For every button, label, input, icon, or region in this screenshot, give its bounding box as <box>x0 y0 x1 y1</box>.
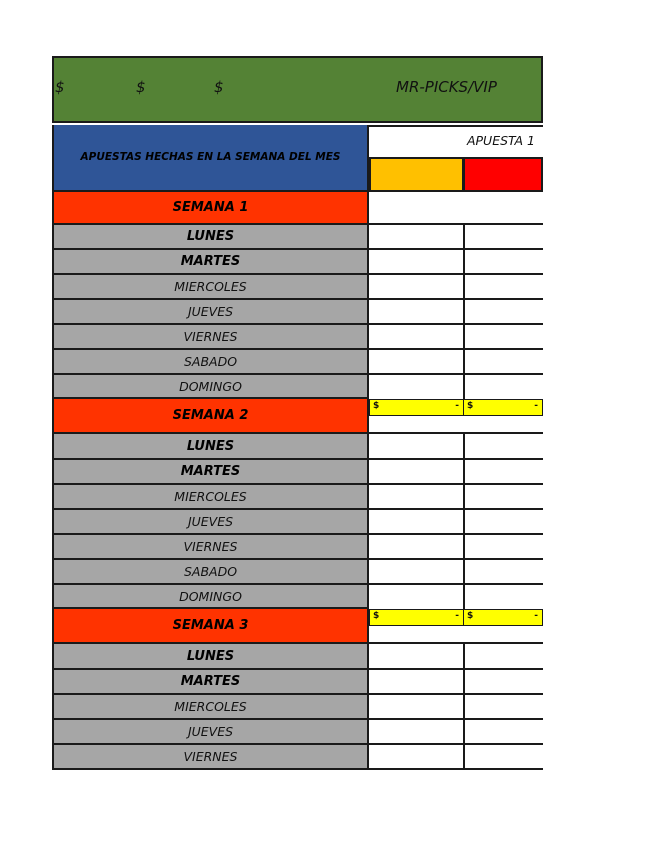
grid-line <box>369 768 543 770</box>
day-row: DOMINGO <box>52 585 369 609</box>
day-row: VIERNES <box>52 745 369 770</box>
currency-symbol: $ <box>467 401 474 411</box>
grid-line <box>369 508 543 510</box>
total-value: - <box>455 401 459 411</box>
grid-line <box>369 248 543 250</box>
currency-symbol: $ <box>373 401 380 411</box>
grid-line <box>369 373 543 375</box>
grid-line <box>369 668 543 670</box>
grid-line <box>369 348 543 350</box>
day-row: VIERNES <box>52 325 369 350</box>
total-cell[interactable] <box>369 609 464 626</box>
total-value: - <box>455 611 459 621</box>
day-row: LUNES <box>52 644 369 670</box>
day-row: MIERCOLES <box>52 275 369 300</box>
dollar-sign: $ <box>136 78 146 96</box>
grid-line <box>369 642 543 644</box>
brand-title: MR-PICKS/VIP <box>396 78 497 96</box>
currency-symbol: $ <box>373 611 380 621</box>
total-value: - <box>534 611 538 621</box>
day-row: SABADO <box>52 560 369 585</box>
grid-line <box>369 223 543 225</box>
day-row: MIERCOLES <box>52 695 369 720</box>
week-header: SEMANA 1 <box>52 192 369 225</box>
grid-line <box>369 718 543 720</box>
grid-line <box>369 743 543 745</box>
grid-line <box>369 458 543 460</box>
day-row: VIERNES <box>52 535 369 560</box>
day-row: LUNES <box>52 434 369 460</box>
bet-column-label: APUESTA 1 <box>369 125 543 157</box>
status-swatch-orange[interactable] <box>369 157 464 192</box>
grid-divider <box>463 432 465 609</box>
grid-line <box>369 483 543 485</box>
day-row: DOMINGO <box>52 375 369 399</box>
currency-symbol: $ <box>467 611 474 621</box>
dollar-sign: $ <box>214 78 224 96</box>
week-header: SEMANA 2 <box>52 399 369 434</box>
grid-line <box>369 693 543 695</box>
day-row: JUEVES <box>52 510 369 535</box>
grid-line <box>369 432 543 434</box>
week-header: SEMANA 3 <box>52 609 369 644</box>
day-row: MIERCOLES <box>52 485 369 510</box>
grid-line <box>369 583 543 585</box>
day-row: MARTES <box>52 460 369 485</box>
week-totals <box>369 609 543 626</box>
grid-divider <box>463 642 465 770</box>
status-swatch-red[interactable] <box>463 157 543 192</box>
day-row: LUNES <box>52 225 369 250</box>
total-value: - <box>534 401 538 411</box>
total-cell[interactable] <box>463 609 543 626</box>
day-row: SABADO <box>52 350 369 375</box>
grid-line <box>369 323 543 325</box>
grid-line <box>369 273 543 275</box>
dollar-sign: $ <box>55 78 65 96</box>
grid-line <box>369 298 543 300</box>
grid-divider <box>463 223 465 399</box>
day-row: MARTES <box>52 670 369 695</box>
day-row: MARTES <box>52 250 369 275</box>
grid-line <box>369 558 543 560</box>
day-row: JUEVES <box>52 300 369 325</box>
grid-line <box>369 533 543 535</box>
total-cell[interactable] <box>463 399 543 416</box>
header-banner <box>52 56 543 123</box>
total-cell[interactable] <box>369 399 464 416</box>
week-totals <box>369 399 543 416</box>
table-title: APUESTAS HECHAS EN LA SEMANA DEL MES <box>52 125 369 192</box>
day-row: JUEVES <box>52 720 369 745</box>
